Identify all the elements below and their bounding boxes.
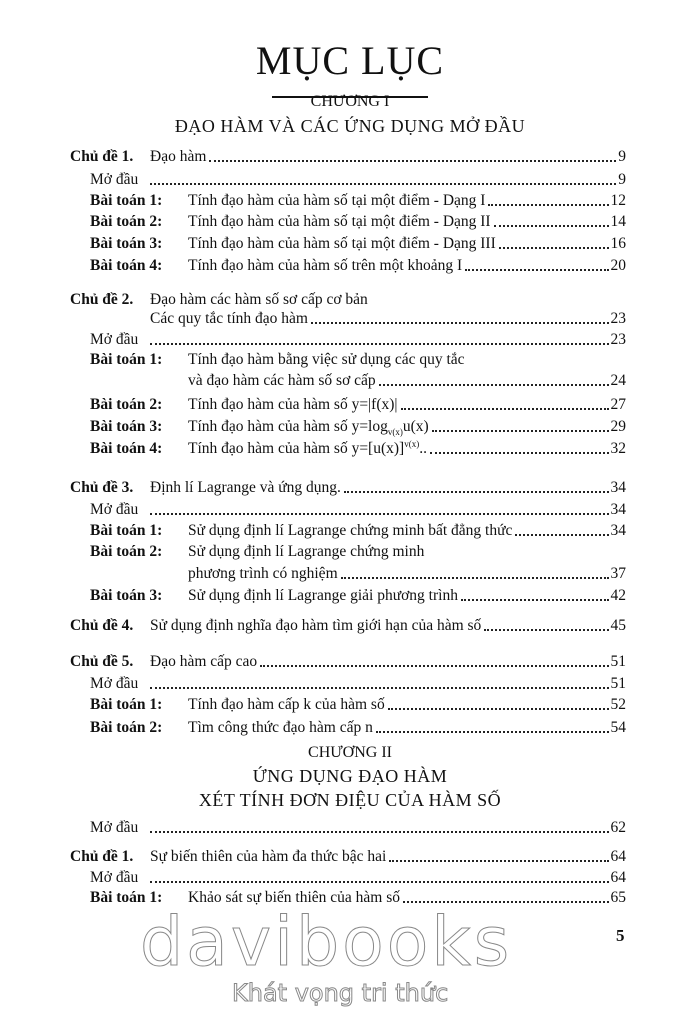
entry-title: Tính đạo hàm bằng việc sử dụng các quy tắc xyxy=(188,351,465,368)
entry-title: Sử dụng định lí Lagrange chứng minh xyxy=(188,543,425,560)
dot-leader xyxy=(150,179,616,185)
entry-label: Bài toán 2: xyxy=(90,396,163,413)
chapter-1-heading: ĐẠO HÀM VÀ CÁC ỨNG DỤNG MỞ ĐẦU xyxy=(174,116,526,136)
entry-label: Bài toán 1: xyxy=(90,889,163,906)
entry-page: 45 xyxy=(610,617,626,634)
entry-label: Mở đầu xyxy=(90,819,139,836)
entry-title: Tính đạo hàm cấp k của hàm số xyxy=(188,696,385,713)
entry-title: Tính đạo hàm của hàm số tại một điểm - Dạng III xyxy=(188,235,496,252)
entry-page: 42 xyxy=(610,587,626,604)
page-number: 5 xyxy=(616,926,625,945)
entry-label: Bài toán 3: xyxy=(90,235,163,252)
toc-entry xyxy=(0,587,700,605)
entry-title: Tính đạo hàm của hàm số y=|f(x)| xyxy=(188,396,398,413)
entry-title: Tính đạo hàm của hàm số tại một điểm - Dạng I xyxy=(188,192,486,209)
dot-leader xyxy=(150,877,609,883)
entry-page: 34 xyxy=(610,501,626,518)
entry-title: phương trình có nghiệm xyxy=(188,565,338,582)
toc-entry xyxy=(0,440,700,458)
entry-page: 32 xyxy=(610,440,626,457)
chapter-1-label: CHƯƠNG I xyxy=(310,93,390,110)
watermark-brand: davibooks xyxy=(140,903,513,982)
dot-leader xyxy=(484,625,608,631)
toc-entry xyxy=(0,675,700,693)
toc-entry xyxy=(0,372,700,390)
chapter-2-heading-1: ỨNG DỤNG ĐẠO HÀM xyxy=(252,766,448,786)
watermark-slogan: Khát vọng tri thức xyxy=(232,979,449,1007)
entry-page: 27 xyxy=(610,396,626,413)
entry-title: và đạo hàm các hàm số sơ cấp xyxy=(188,372,376,389)
entry-page: 54 xyxy=(610,719,626,736)
entry-label: Bài toán 1: xyxy=(90,192,163,209)
entry-page: 64 xyxy=(610,869,626,886)
entry-label: Chủ đề 3. xyxy=(70,479,134,496)
toc-entry xyxy=(0,719,700,737)
entry-label: Bài toán 2: xyxy=(90,543,163,560)
dot-leader xyxy=(379,380,609,386)
toc-entry xyxy=(0,819,700,837)
entry-label: Mở đầu xyxy=(90,331,139,348)
entry-page: 23 xyxy=(610,310,626,327)
toc-entry xyxy=(0,543,700,561)
toc-entry xyxy=(0,869,700,887)
chapter-2-heading-2: XÉT TÍNH ĐƠN ĐIỆU CỦA HÀM SỐ xyxy=(198,790,502,810)
entry-title: Tính đạo hàm của hàm số $y=[u(x)]^{v(x)}$.. xyxy=(188,438,427,457)
dot-leader xyxy=(430,448,609,454)
dot-leader xyxy=(260,661,608,667)
dot-leader xyxy=(499,243,609,249)
toc-entry xyxy=(0,291,700,309)
entry-page: 24 xyxy=(610,372,626,389)
dot-leader xyxy=(388,704,609,710)
toc-entry xyxy=(0,351,700,369)
entry-label: Bài toán 2: xyxy=(90,213,163,230)
entry-title: Định lí Lagrange và ứng dụng. xyxy=(150,479,341,496)
entry-label: Bài toán 1: xyxy=(90,522,163,539)
entry-page: 62 xyxy=(610,819,626,836)
entry-page: 12 xyxy=(610,192,626,209)
entry-page: 14 xyxy=(610,213,626,230)
entry-title: Sử dụng định lí Lagrange chứng minh bất đẳng thức xyxy=(188,522,513,539)
dot-leader xyxy=(150,509,609,515)
dot-leader xyxy=(150,683,609,689)
entry-page: 51 xyxy=(610,675,626,692)
entry-page: 51 xyxy=(610,653,626,670)
dot-leader xyxy=(311,318,609,324)
entry-label: Bài toán 4: xyxy=(90,440,163,457)
toc-entry xyxy=(0,192,700,210)
toc-entry xyxy=(0,522,700,540)
dot-leader xyxy=(150,827,609,833)
entry-title: Sử dụng định nghĩa đạo hàm tìm giới hạn của hàm số xyxy=(150,617,482,634)
entry-page: 34 xyxy=(610,479,626,496)
dot-leader xyxy=(494,221,609,227)
toc-entry xyxy=(0,501,700,519)
entry-page: 52 xyxy=(610,696,626,713)
entry-label: Mở đầu xyxy=(90,675,139,692)
entry-label: Bài toán 4: xyxy=(90,257,163,274)
entry-page: 64 xyxy=(610,848,626,865)
dot-leader xyxy=(341,573,609,579)
toc-entry xyxy=(0,479,700,497)
entry-label: Chủ đề 5. xyxy=(70,653,134,670)
toc-entry xyxy=(0,171,700,189)
dot-leader xyxy=(401,404,609,410)
dot-leader xyxy=(376,727,609,733)
toc-entry xyxy=(0,617,700,635)
toc-entry xyxy=(0,848,700,866)
entry-label: Mở đầu xyxy=(90,501,139,518)
entry-title: Đạo hàm các hàm số sơ cấp cơ bản xyxy=(150,291,368,308)
entry-title: Tính đạo hàm của hàm số $y=\log_{v(x)}u(x)$ xyxy=(188,418,429,438)
entry-title: Các quy tắc tính đạo hàm xyxy=(150,310,308,327)
toc-entry xyxy=(0,653,700,671)
toc-entry xyxy=(0,396,700,414)
entry-label: Bài toán 3: xyxy=(90,587,163,604)
dot-leader xyxy=(488,200,608,206)
dot-leader xyxy=(515,530,608,536)
entry-label: Chủ đề 1. xyxy=(70,148,134,165)
toc-entry xyxy=(0,565,700,583)
entry-label: Chủ đề 4. xyxy=(70,617,134,634)
toc-entry xyxy=(0,310,700,328)
dot-leader xyxy=(389,856,608,862)
entry-title: Tính đạo hàm của hàm số tại một điểm - Dạng II xyxy=(188,213,491,230)
entry-title: Tính đạo hàm của hàm số trên một khoảng I xyxy=(188,257,463,274)
entry-page: 9 xyxy=(618,148,626,165)
entry-label: Mở đầu xyxy=(90,171,139,188)
dot-leader xyxy=(432,426,609,432)
entry-label: Bài toán 1: xyxy=(90,351,163,368)
entry-label: Chủ đề 1. xyxy=(70,848,134,865)
entry-page: 16 xyxy=(610,235,626,252)
entry-page: 29 xyxy=(610,418,626,435)
dot-leader xyxy=(465,265,608,271)
dot-leader xyxy=(461,595,609,601)
toc-entry xyxy=(0,148,700,166)
entry-title: Sử dụng định lí Lagrange giải phương trình xyxy=(188,587,458,604)
toc-entry xyxy=(0,257,700,275)
entry-label: Mở đầu xyxy=(90,869,139,886)
entry-page: 9 xyxy=(618,171,626,188)
toc-entry xyxy=(0,696,700,714)
entry-title: Đạo hàm xyxy=(150,148,207,165)
entry-page: 37 xyxy=(610,565,626,582)
dot-leader xyxy=(150,339,609,345)
entry-page: 20 xyxy=(610,257,626,274)
entry-title: Tìm công thức đạo hàm cấp n xyxy=(188,719,373,736)
dot-leader xyxy=(344,487,609,493)
entry-label: Bài toán 3: xyxy=(90,418,163,435)
entry-label: Bài toán 1: xyxy=(90,696,163,713)
toc-entry xyxy=(0,331,700,349)
toc-entry xyxy=(0,213,700,231)
toc-entry xyxy=(0,235,700,253)
dot-leader xyxy=(209,156,616,162)
entry-title: Khảo sát sự biến thiên của hàm số xyxy=(188,889,401,906)
entry-title: Sự biến thiên của hàm đa thức bậc hai xyxy=(150,848,387,865)
page-title: MỤC LỤC xyxy=(255,38,445,83)
chapter-2-label: CHƯƠNG II xyxy=(308,744,392,761)
toc-entry xyxy=(0,418,700,436)
entry-title: Đạo hàm cấp cao xyxy=(150,653,258,670)
entry-page: 23 xyxy=(610,331,626,348)
entry-page: 65 xyxy=(610,889,626,906)
entry-label: Chủ đề 2. xyxy=(70,291,134,308)
entry-page: 34 xyxy=(610,522,626,539)
entry-label: Bài toán 2: xyxy=(90,719,163,736)
